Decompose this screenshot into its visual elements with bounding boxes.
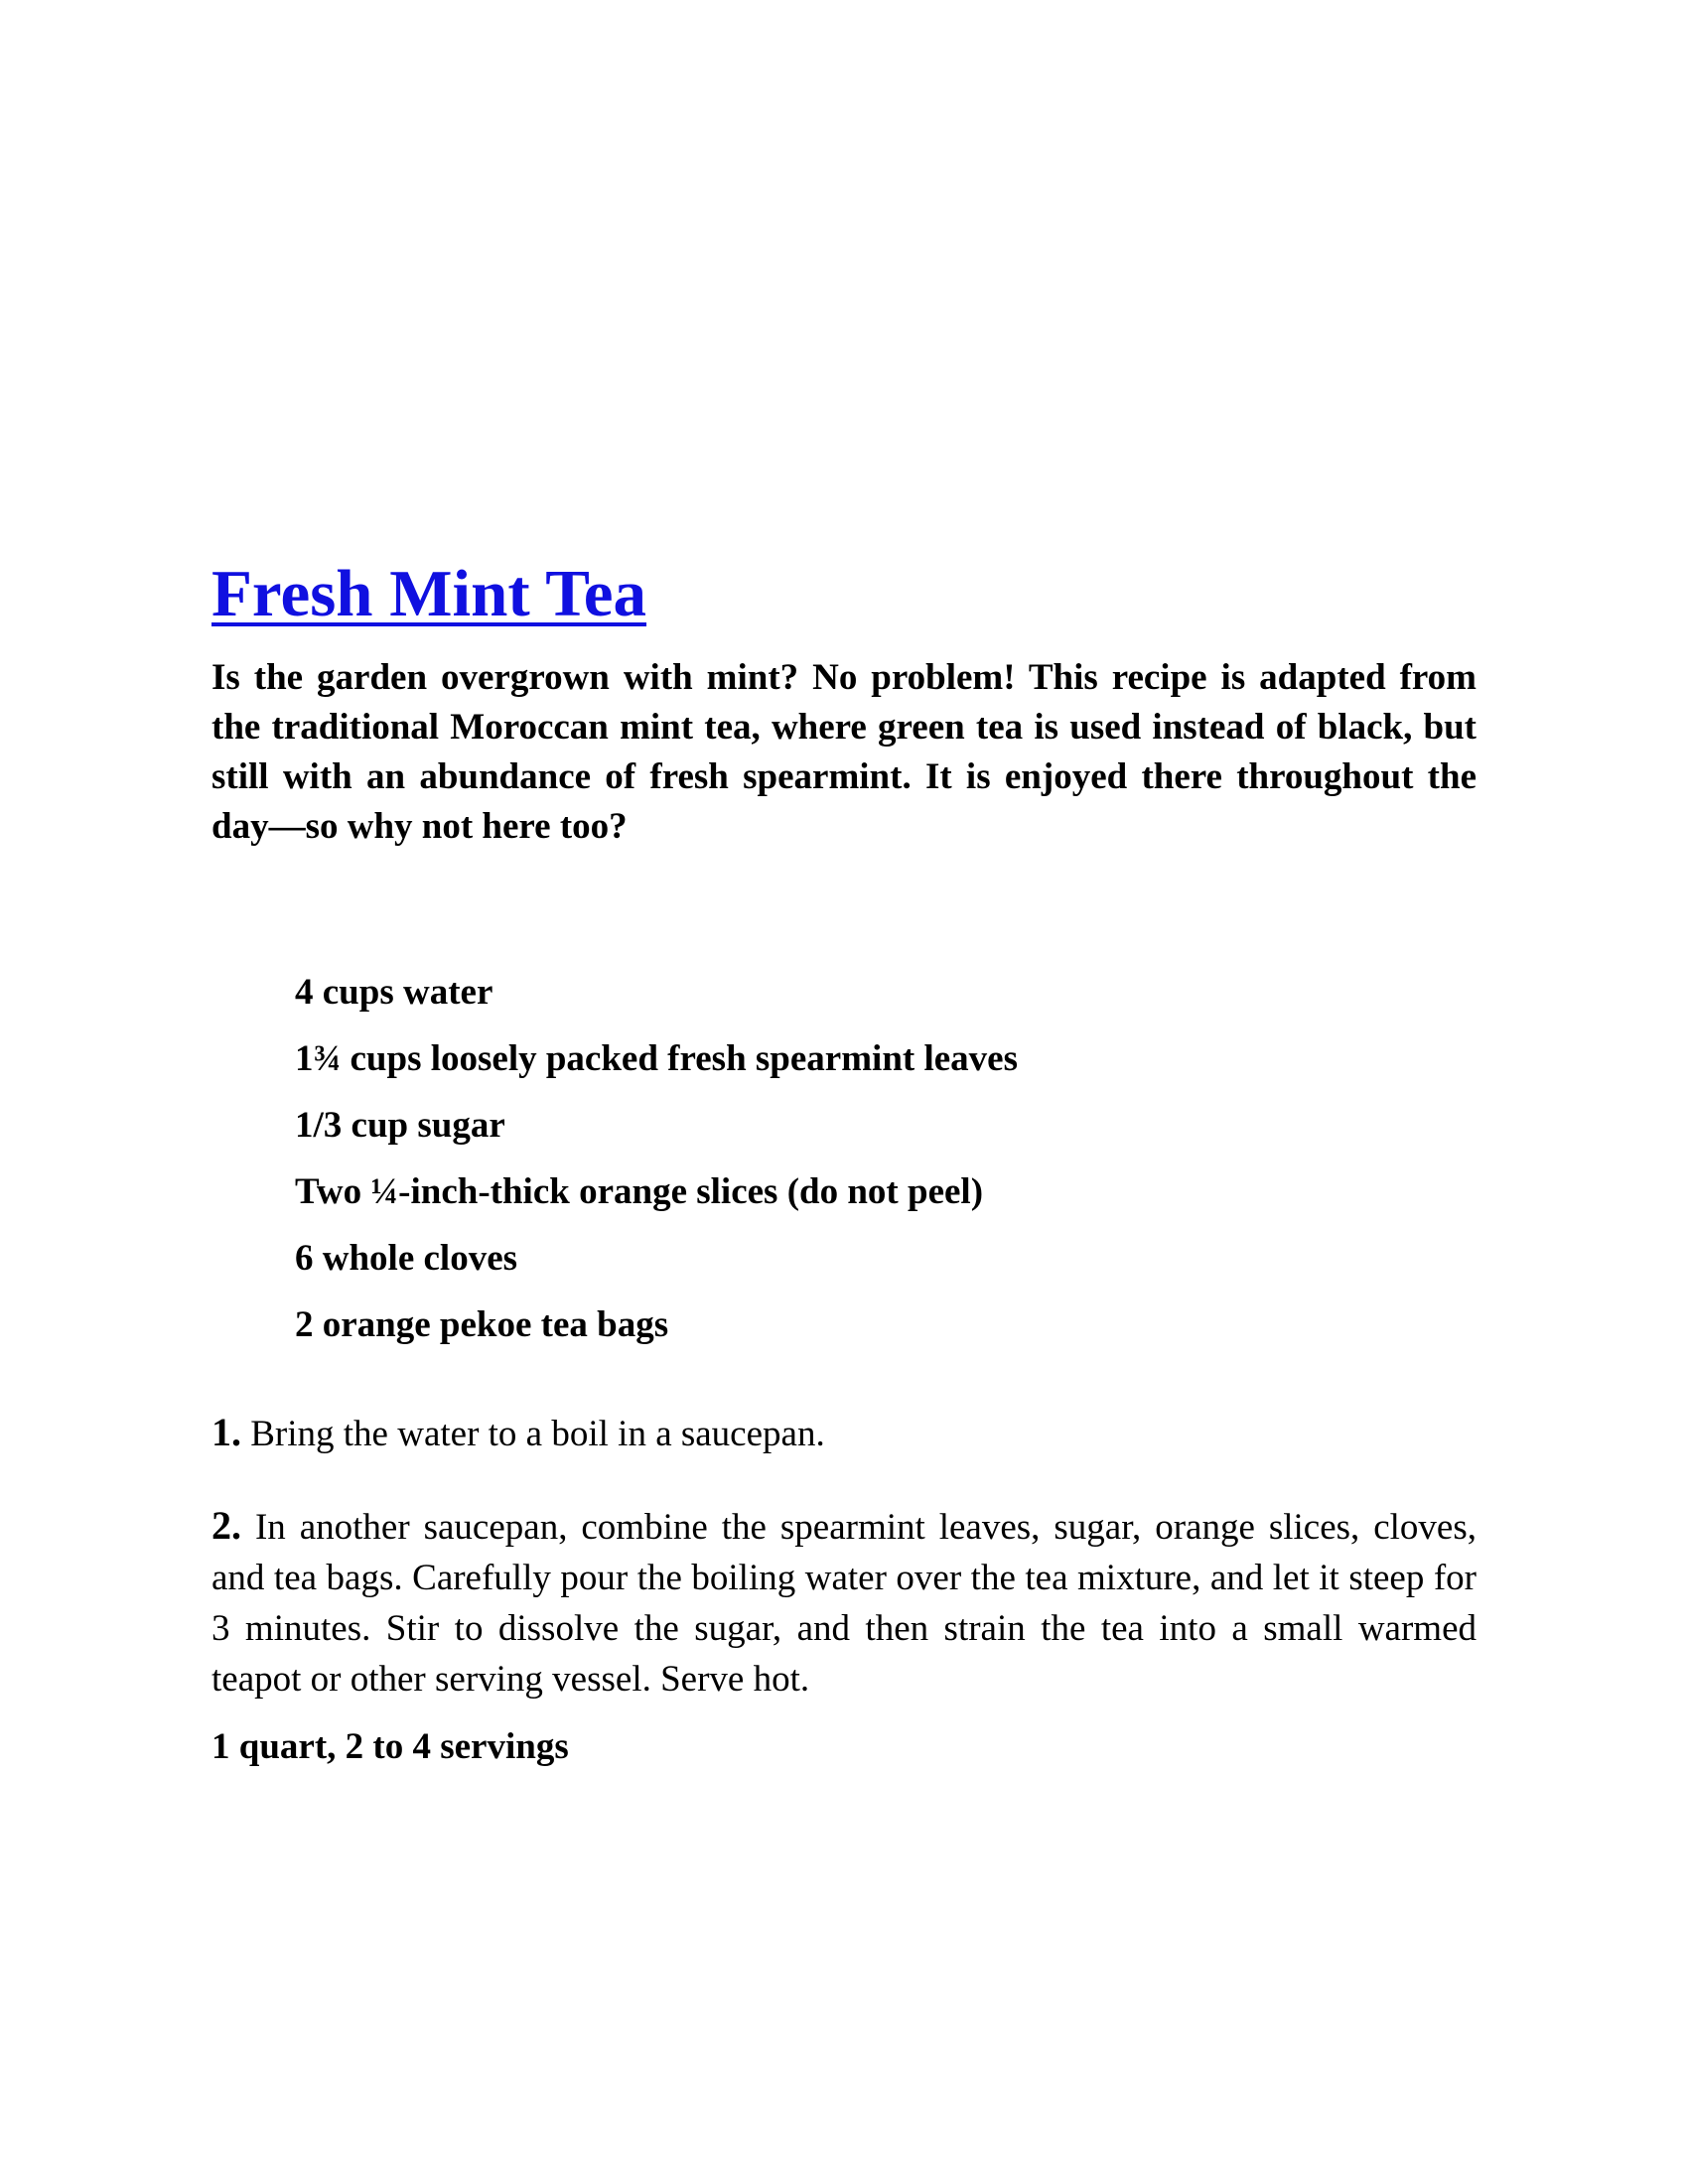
ingredient-item: 4 cups water [295, 972, 493, 1013]
ingredient-list [295, 969, 1477, 1349]
step-text: In another saucepan, combine the spearmint leaves, sugar, orange slices, cloves, and tea bags. Carefully pour the boiling water over the tea mixture, and let it steep for 3 minutes. Stir to dissolve the sugar, and then strain the tea into a small warmed teapot or other serving vessel. Serve hot. [211, 1507, 1477, 1700]
ingredient-item: 6 whole cloves [295, 1238, 518, 1279]
step-number: 2. [211, 1503, 241, 1548]
ingredient-item: Two ¼-inch-thick orange slices (do not peel) [295, 1171, 984, 1212]
ingredient-item: 1/3 cup sugar [295, 1105, 505, 1146]
recipe-title-link[interactable]: Fresh Mint Tea [211, 557, 647, 630]
ingredient-item: 1¾ cups loosely packed fresh spearmint leaves [295, 1038, 1019, 1079]
ingredient-item: 2 orange pekoe tea bags [295, 1304, 669, 1345]
instruction-step [211, 1500, 1477, 1705]
recipe-intro: Is the garden overgrown with mint? No problem! This recipe is adapted from the traditional Moroccan mint tea, where green tea is used instead of black, but still with an abundance of fresh spearmint. It is enjoyed there throughout the day—so why not here too? [211, 657, 1477, 847]
instruction-steps [211, 1407, 1477, 1705]
recipe-page [211, 548, 1477, 1809]
step-text: Bring the water to a boil in a saucepan. [250, 1414, 825, 1454]
step-number: 1. [211, 1410, 241, 1454]
recipe-yield: 1 quart, 2 to 4 servings [211, 1726, 569, 1767]
instruction-step [211, 1407, 1477, 1459]
